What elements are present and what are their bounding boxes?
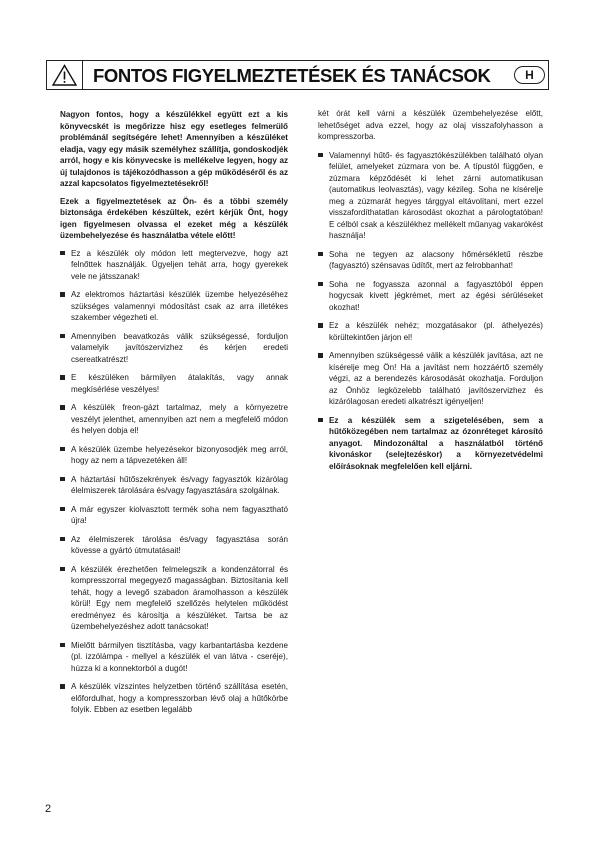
list-item-environment: Ez a készülék sem a szigetelésében, sem a hűtőközegében nem tartalmaz az ózonréteget károsító anyagot. Mindozonáltal a használatból történő kivonáskor (selejtezéskor) a környezetvédelmi előírásoknak megfelelően kell eljárni.: [318, 415, 543, 473]
bullet-icon: [60, 684, 65, 689]
list-item: Mielőtt bármilyen tisztításba, vagy karbantartásba kezdene (pl. izzólámpa - mellyel a készülék el van látva - cseréje), húzza ki a konnektorból a dugót!: [60, 640, 288, 675]
list-item: Ez a készülék oly módon lett megtervezve, hogy azt felnőttek használják. Ügyeljen tehát arra, hogy gyerekek vele ne játsszanak!: [60, 248, 288, 283]
bullet-icon: [60, 251, 65, 256]
bullet-icon: [318, 418, 323, 423]
warning-list-left: [60, 248, 288, 716]
page-title: FONTOS FIGYELMEZTETÉSEK ÉS TANÁCSOK: [93, 65, 491, 86]
bullet-icon: [60, 405, 65, 410]
list-item: A készülék vízszintes helyzetben történő szállítása esetén, előfordulhat, hogy a kompresszorban lévő olaj a hűtőkörbe folyik. Ebben az esetben legalább: [60, 681, 288, 716]
list-item: A készülék érezhetően felmelegszik a kondenzátorral és kompresszorral megegyező magasságban. Biztosítania kell tehát, hogy a levegő szabadon áramolhasson a készülék körül! Egy nem megfelelő szellőzés helytelen működést eredményez és károsítja a készüléket. Tartsa be az üzembehelyezéshez adott tanácsokat!: [60, 564, 288, 633]
bullet-icon: [318, 282, 323, 287]
bullet-icon: [60, 334, 65, 339]
list-item: Amennyiben szükségessé válik a készülék javítása, azt ne kísérelje meg Ön! Ha a javítást nem hozzáértő személy végzi, az a berendezés károsodását okozhatja. Forduljon az Önhöz legközelebb található javítószervizhez és kizárólagosan eredeti alkatrészt igényeljen!: [318, 350, 543, 408]
list-item: Valamennyi hűtő- és fagyasztókészülékben található olyan felület, amelyeket zúzmara von be. A típustól függően, e zúzmara képződését ki lehet zárni automatikusan (automatikus leolvasztás), vagy kézileg. Soha ne kísérelje meg a zúzmarát hegyes tárggyal eltávolítani, mert ezzel visszafordíthatatlan károsodást okozhat a párologtatóban! E célból csak a készülékhez mellékelt műanyag vakarókést használja!: [318, 150, 543, 242]
language-badge: H: [514, 66, 545, 84]
list-item: Soha ne fogyassza azonnal a fagyasztóból éppen hogycsak kivett jégkrémet, mert az égési sérüléseket okozhat!: [318, 279, 543, 314]
page-number: 2: [45, 803, 52, 815]
bullet-icon: [60, 537, 65, 542]
list-item: E készüléken bármilyen átalakítás, vagy annak megkísérlése veszélyes!: [60, 372, 288, 395]
bullet-icon: [60, 447, 65, 452]
intro-paragraph-2: Ezek a figyelmeztetések az Ön- és a többi személy biztonsága érdekében készültek, ezért kérjük Önt, hogy igen figyelmesen olvassa el ezeket még a készülék üzembehelyezése és használatba vétele előtt!: [60, 196, 288, 240]
bullet-icon: [318, 353, 323, 358]
warning-triangle-icon: [52, 64, 77, 86]
list-item: A készülék freon-gázt tartalmaz, mely a környezetre veszélyt jelenthet, amennyiben azt nem a megfelelő módon és helyen dobja el!: [60, 402, 288, 437]
bullet-icon: [318, 252, 323, 257]
list-item: Az elektromos háztartási készülék üzembe helyezéséhez szükséges valamennyi módosítást csak az arra illetékes szakember végezheti el.: [60, 289, 288, 324]
list-item: Amennyiben beavatkozás válik szükségessé, forduljon valamelyik javítószervizhez és kérjen eredeti csereatkatrészt!: [60, 331, 288, 366]
bullet-icon: [318, 323, 323, 328]
bullet-icon: [60, 567, 65, 572]
left-column: [60, 109, 288, 723]
bullet-icon: [60, 507, 65, 512]
bullet-icon: [60, 643, 65, 648]
header-banner: [46, 60, 549, 90]
list-item: Soha ne tegyen az alacsony hőmérsékletű részbe (fagyasztó) szénsavas üdítőt, mert az felrobbanhat!: [318, 249, 543, 272]
warning-list-right: [318, 150, 543, 473]
list-item: Ez a készülék nehéz; mozgatásakor (pl. áthelyezés) körültekintően járjon el!: [318, 320, 543, 343]
warning-box: [47, 61, 83, 89]
intro-paragraph-1: Nagyon fontos, hogy a készülékkel együtt ezt a kis könyvecskét is megőrizze hisz egy esetleges felmerülő problémánál segítségére lehet! Amennyiben a készüléket eladja, vagy egy másik személyhez szállítja, gondoskodjék arról, hogy e kis könyvecske is mellékelve legyen, hogy az új tulajdonos is tájékozódhasson a gép működéséről és az azzal kapcsolatos figyelmeztetésekről!: [60, 110, 288, 188]
bullet-icon: [318, 153, 323, 158]
list-item: A háztartási hűtőszekrények és/vagy fagyasztók kizárólag élelmiszerek tárolására és/vagy fagyasztására szolgálnak.: [60, 474, 288, 497]
list-item: A már egyszer kiolvasztott termék soha nem fagyasztható újra!: [60, 504, 288, 527]
continuation-paragraph: két órát kell várni a készülék üzembehelyezése előtt, lehetőséget adva ezzel, hogy az olaj visszafolyhasson a kompresszorba.: [318, 109, 543, 141]
bullet-icon: [60, 375, 65, 380]
bullet-icon: [60, 292, 65, 297]
bullet-icon: [60, 477, 65, 482]
right-column: [318, 108, 543, 479]
list-item: Az élelmiszerek tárolása és/vagy fagyasztása során kövesse a gyártó útmutatásait!: [60, 534, 288, 557]
list-item: A készülék üzembe helyezésekor bizonyosodjék meg arról, hogy az nem a tápvezetéken áll!: [60, 444, 288, 467]
